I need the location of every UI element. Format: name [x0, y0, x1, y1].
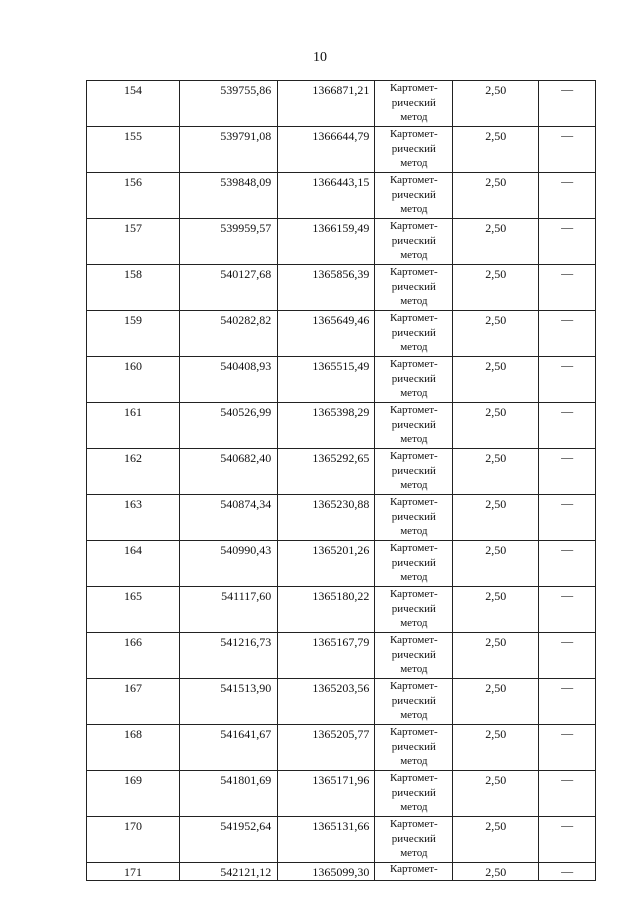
method-line: рический [391, 694, 436, 707]
table-row [87, 633, 596, 679]
table-row [87, 817, 596, 863]
method-line: метод [400, 295, 428, 307]
y-coordinate-cell: 1366871,21 [278, 81, 375, 127]
dash-cell: — [539, 495, 596, 541]
precision-cell: 2,50 [453, 403, 539, 449]
method-cell [375, 127, 453, 173]
y-coordinate-cell: 1365171,96 [278, 771, 375, 817]
point-number-cell: 157 [87, 219, 180, 265]
x-coordinate-cell: 541641,67 [180, 725, 278, 771]
method-line: рический [391, 418, 436, 431]
x-coordinate-cell: 540127,68 [180, 265, 278, 311]
x-coordinate-cell: 540874,34 [180, 495, 278, 541]
precision-cell: 2,50 [453, 633, 539, 679]
dash-cell: — [539, 81, 596, 127]
method-line: Картомет- [389, 266, 438, 278]
table-row [87, 357, 596, 403]
table-row [87, 81, 596, 127]
method-line: Картомет- [389, 542, 438, 554]
table-row [87, 127, 596, 173]
y-coordinate-cell: 1365649,46 [278, 311, 375, 357]
point-number-cell: 170 [87, 817, 180, 863]
method-line: Картомет- [389, 726, 438, 738]
precision-cell: 2,50 [453, 541, 539, 587]
y-coordinate-cell: 1365230,88 [278, 495, 375, 541]
coordinates-table [86, 80, 596, 881]
method-cell [375, 725, 453, 771]
method-line: метод [400, 617, 428, 629]
precision-cell: 2,50 [453, 863, 539, 881]
method-line: Картомет- [389, 772, 438, 784]
method-line: метод [400, 203, 428, 215]
method-line: метод [400, 709, 428, 721]
table-row [87, 311, 596, 357]
dash-cell: — [539, 449, 596, 495]
precision-cell: 2,50 [453, 357, 539, 403]
x-coordinate-cell: 541513,90 [180, 679, 278, 725]
precision-cell: 2,50 [453, 679, 539, 725]
dash-cell: — [539, 127, 596, 173]
method-cell [375, 357, 453, 403]
y-coordinate-cell: 1365856,39 [278, 265, 375, 311]
method-line: рический [391, 188, 436, 201]
method-cell [375, 541, 453, 587]
method-line: рический [391, 326, 436, 339]
table-row [87, 173, 596, 219]
method-line: Картомет- [389, 863, 438, 875]
x-coordinate-cell: 539848,09 [180, 173, 278, 219]
y-coordinate-cell: 1365515,49 [278, 357, 375, 403]
method-cell [375, 587, 453, 633]
method-line: метод [400, 755, 428, 767]
x-coordinate-cell: 541952,64 [180, 817, 278, 863]
method-line: Картомет- [389, 818, 438, 830]
dash-cell: — [539, 771, 596, 817]
point-number-cell: 161 [87, 403, 180, 449]
x-coordinate-cell: 539791,08 [180, 127, 278, 173]
method-line: метод [400, 663, 428, 675]
dash-cell: — [539, 357, 596, 403]
x-coordinate-cell: 540990,43 [180, 541, 278, 587]
x-coordinate-cell: 539755,86 [180, 81, 278, 127]
method-line: рический [391, 648, 436, 661]
table-row [87, 587, 596, 633]
table-row [87, 403, 596, 449]
method-line: метод [400, 525, 428, 537]
dash-cell: — [539, 863, 596, 881]
method-line: рический [391, 510, 436, 523]
table-row [87, 725, 596, 771]
table-row [87, 495, 596, 541]
point-number-cell: 166 [87, 633, 180, 679]
method-line: Картомет- [389, 312, 438, 324]
y-coordinate-cell: 1365167,79 [278, 633, 375, 679]
method-line: метод [400, 479, 428, 491]
method-line: метод [400, 571, 428, 583]
point-number-cell: 154 [87, 81, 180, 127]
method-line: рический [391, 372, 436, 385]
method-line: метод [400, 801, 428, 813]
method-cell [375, 679, 453, 725]
method-line: рический [391, 786, 436, 799]
y-coordinate-cell: 1365131,66 [278, 817, 375, 863]
method-cell [375, 311, 453, 357]
method-line: метод [400, 341, 428, 353]
method-cell [375, 771, 453, 817]
table-row [87, 771, 596, 817]
precision-cell: 2,50 [453, 311, 539, 357]
method-line: рический [391, 602, 436, 615]
method-line: рический [391, 96, 436, 109]
dash-cell: — [539, 725, 596, 771]
dash-cell: — [539, 817, 596, 863]
method-cell [375, 449, 453, 495]
method-line: рический [391, 556, 436, 569]
method-line: рический [391, 740, 436, 753]
method-cell [375, 173, 453, 219]
y-coordinate-cell: 1365292,65 [278, 449, 375, 495]
method-line: метод [400, 847, 428, 859]
dash-cell: — [539, 587, 596, 633]
method-line: метод [400, 249, 428, 261]
method-line: метод [400, 157, 428, 169]
y-coordinate-cell: 1365398,29 [278, 403, 375, 449]
precision-cell: 2,50 [453, 81, 539, 127]
point-number-cell: 165 [87, 587, 180, 633]
dash-cell: — [539, 541, 596, 587]
method-line: метод [400, 387, 428, 399]
method-line: рический [391, 832, 436, 845]
method-line: Картомет- [389, 450, 438, 462]
point-number-cell: 158 [87, 265, 180, 311]
point-number-cell: 171 [87, 863, 180, 881]
table-row [87, 219, 596, 265]
x-coordinate-cell: 540526,99 [180, 403, 278, 449]
precision-cell: 2,50 [453, 127, 539, 173]
table-row [87, 679, 596, 725]
precision-cell: 2,50 [453, 495, 539, 541]
method-cell [375, 219, 453, 265]
point-number-cell: 162 [87, 449, 180, 495]
x-coordinate-cell: 540408,93 [180, 357, 278, 403]
method-line: Картомет- [389, 220, 438, 232]
precision-cell: 2,50 [453, 587, 539, 633]
point-number-cell: 156 [87, 173, 180, 219]
precision-cell: 2,50 [453, 173, 539, 219]
method-cell [375, 81, 453, 127]
y-coordinate-cell: 1366644,79 [278, 127, 375, 173]
dash-cell: — [539, 403, 596, 449]
y-coordinate-cell: 1365099,30 [278, 863, 375, 881]
method-line: Картомет- [389, 128, 438, 140]
y-coordinate-cell: 1365201,26 [278, 541, 375, 587]
method-cell [375, 495, 453, 541]
method-cell [375, 265, 453, 311]
precision-cell: 2,50 [453, 817, 539, 863]
method-line: рический [391, 464, 436, 477]
x-coordinate-cell: 541216,73 [180, 633, 278, 679]
dash-cell: — [539, 265, 596, 311]
method-line: метод [400, 111, 428, 123]
x-coordinate-cell: 541117,60 [180, 587, 278, 633]
x-coordinate-cell: 539959,57 [180, 219, 278, 265]
x-coordinate-cell: 540682,40 [180, 449, 278, 495]
dash-cell: — [539, 679, 596, 725]
coordinates-table-body [87, 81, 596, 881]
point-number-cell: 163 [87, 495, 180, 541]
method-line: Картомет- [389, 680, 438, 692]
y-coordinate-cell: 1366159,49 [278, 219, 375, 265]
method-line: Картомет- [389, 588, 438, 600]
y-coordinate-cell: 1366443,15 [278, 173, 375, 219]
method-line: Картомет- [389, 358, 438, 370]
method-cell [375, 633, 453, 679]
method-cell [375, 863, 453, 881]
point-number-cell: 155 [87, 127, 180, 173]
precision-cell: 2,50 [453, 265, 539, 311]
method-line: Картомет- [389, 82, 438, 94]
table-row [87, 541, 596, 587]
precision-cell: 2,50 [453, 449, 539, 495]
method-line: метод [400, 433, 428, 445]
point-number-cell: 160 [87, 357, 180, 403]
point-number-cell: 168 [87, 725, 180, 771]
method-line: Картомет- [389, 634, 438, 646]
method-line: рический [391, 234, 436, 247]
x-coordinate-cell: 542121,12 [180, 863, 278, 881]
table-row [87, 863, 596, 881]
method-cell [375, 403, 453, 449]
table-row [87, 265, 596, 311]
point-number-cell: 167 [87, 679, 180, 725]
x-coordinate-cell: 540282,82 [180, 311, 278, 357]
method-line: Картомет- [389, 174, 438, 186]
method-cell [375, 817, 453, 863]
method-line: рический [391, 142, 436, 155]
dash-cell: — [539, 633, 596, 679]
precision-cell: 2,50 [453, 725, 539, 771]
table-row [87, 449, 596, 495]
x-coordinate-cell: 541801,69 [180, 771, 278, 817]
method-line: Картомет- [389, 404, 438, 416]
page-number: 10 [313, 50, 327, 65]
method-line: рический [391, 280, 436, 293]
y-coordinate-cell: 1365203,56 [278, 679, 375, 725]
point-number-cell: 169 [87, 771, 180, 817]
method-line: Картомет- [389, 496, 438, 508]
dash-cell: — [539, 311, 596, 357]
y-coordinate-cell: 1365205,77 [278, 725, 375, 771]
precision-cell: 2,50 [453, 771, 539, 817]
dash-cell: — [539, 219, 596, 265]
y-coordinate-cell: 1365180,22 [278, 587, 375, 633]
precision-cell: 2,50 [453, 219, 539, 265]
point-number-cell: 159 [87, 311, 180, 357]
point-number-cell: 164 [87, 541, 180, 587]
dash-cell: — [539, 173, 596, 219]
